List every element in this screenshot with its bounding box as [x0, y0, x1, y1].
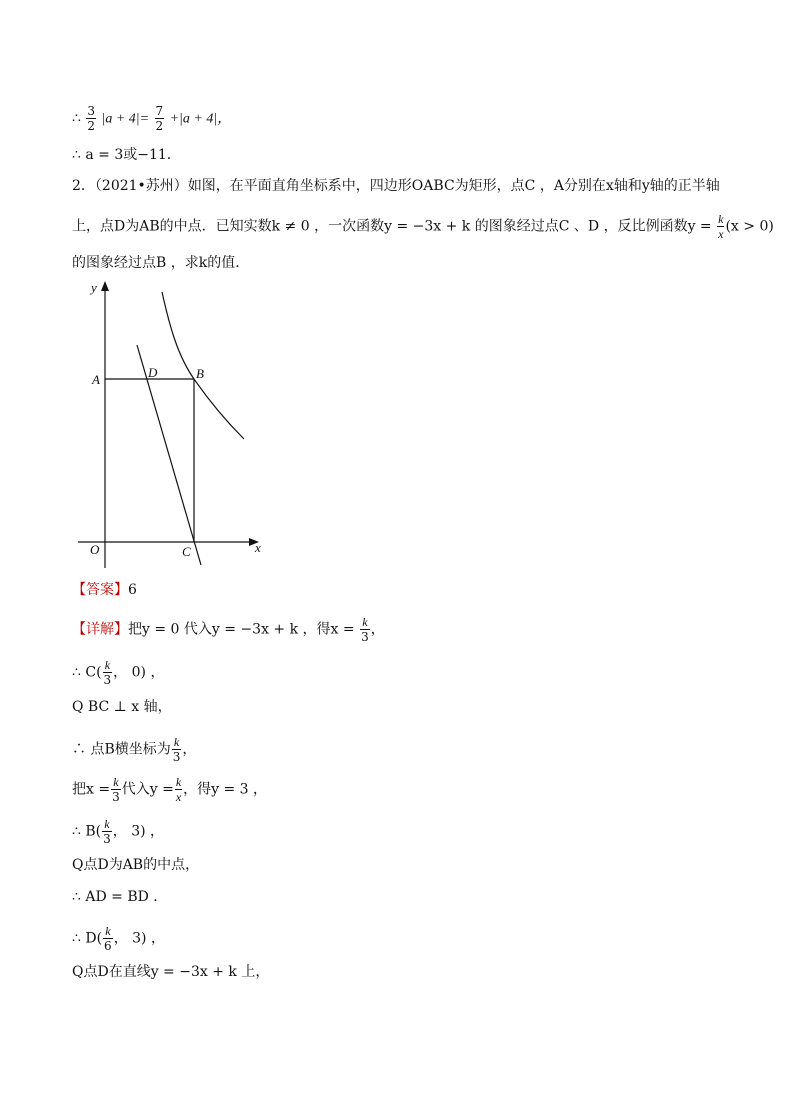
denominator: 3 [103, 832, 111, 846]
numerator: k [362, 615, 368, 629]
label-x: x [255, 540, 261, 555]
solution-text: ∴ C( [72, 664, 102, 681]
solution-text: ，得y = 3 ， [183, 781, 268, 798]
answer-tag: 【答案】 [72, 582, 128, 598]
fraction-k-3 [103, 658, 113, 687]
denominator: 2 [87, 119, 96, 133]
solution-line-2 [72, 658, 164, 687]
fraction-k-3 [360, 615, 370, 644]
problem-text: 的图象经过点B ，求k的值． [72, 255, 250, 271]
label-a: A [92, 372, 100, 387]
solution-tag: 【详解】 [72, 621, 128, 638]
equation-text: |a + 4|= [101, 111, 150, 127]
solution-text: ∴ B( [72, 823, 102, 840]
numerator: k [718, 212, 724, 226]
problem-text: 上，点D为AB的中点．已知实数k ≠ 0 ，一次函数y = −3x + k 的图象经过点C 、D ，反比例函数y = [72, 218, 712, 235]
solution-line-4 [72, 735, 196, 764]
fraction-3-2 [86, 104, 96, 133]
numerator: k [113, 775, 119, 789]
denominator: 3 [361, 630, 369, 644]
solution-text: 把y = 0 代入y = −3x + k ，得x = [128, 621, 355, 638]
linear-function-line [137, 345, 201, 565]
solution-text: ， [182, 741, 197, 758]
problem-number: 2． [72, 178, 95, 194]
problem-line-1 [72, 176, 720, 196]
solution-line-5 [72, 775, 267, 804]
solution-line-10 [72, 962, 269, 982]
problem-line-2 [72, 212, 774, 241]
solution-text: ∴ 点B横坐标为 [72, 741, 171, 758]
solution-text: ∴ AD = BD ． [72, 889, 168, 905]
denominator: 3 [112, 790, 120, 804]
solution-text: ， [370, 621, 385, 638]
fraction-k-3 [111, 775, 121, 804]
therefore-symbol: ∴ [72, 110, 81, 127]
solution-text: 把x = [72, 781, 111, 798]
fraction-k-3 [102, 817, 112, 846]
answer-line [72, 580, 137, 600]
fraction-k-x [175, 775, 182, 804]
problem-source: （2021•苏州） [94, 178, 188, 194]
label-o: O [90, 542, 100, 557]
denominator: 3 [172, 750, 181, 764]
denominator: 6 [104, 939, 112, 953]
solution-line-1 [72, 615, 385, 644]
numerator: k [175, 775, 182, 789]
equation-text: +|a + 4|， [169, 111, 232, 127]
solution-text: Q点D在直线y = −3x + k 上， [72, 964, 270, 980]
numerator: 7 [155, 104, 164, 118]
numerator: k [105, 924, 111, 938]
coordinate-figure [70, 278, 280, 573]
solution-text: ∴ D( [72, 930, 103, 947]
solution-line-7 [72, 855, 199, 875]
fraction-k-3 [172, 735, 182, 764]
solution-line-3 [72, 697, 172, 717]
problem-line-3 [72, 253, 249, 273]
label-y: y [91, 280, 97, 295]
solution-line-9 [72, 924, 165, 953]
solution-text: Q点D为AB的中点， [72, 857, 200, 873]
equation-line-1 [72, 104, 231, 133]
solution-text: ， 3) ， [112, 823, 165, 840]
problem-text: (x > 0) [725, 218, 774, 235]
fraction-7-2 [155, 104, 165, 133]
solution-text: ， 3) ， [113, 930, 165, 947]
fraction-k-x [717, 212, 724, 241]
fraction-k-6 [103, 924, 113, 953]
denominator: 2 [155, 119, 164, 133]
solution-line-8 [72, 887, 167, 907]
solution-text: 代入y = [121, 781, 174, 798]
numerator: k [104, 658, 111, 672]
solution-text: Q BC ⊥ x 轴， [72, 699, 172, 715]
numerator: k [173, 735, 180, 749]
problem-text: 如图，在平面直角坐标系中，四边形OABC为矩形，点C ，A分别在x轴和y轴的正半轴 [187, 178, 720, 194]
denominator: x [718, 227, 724, 241]
y-axis-arrow [101, 281, 109, 291]
denominator: 3 [103, 673, 112, 687]
label-d: D [148, 365, 158, 380]
solution-text: ， 0) ， [113, 664, 165, 681]
label-b: B [196, 366, 204, 381]
numerator: k [104, 817, 110, 831]
numerator: 3 [87, 104, 96, 118]
denominator: x [175, 790, 182, 804]
answer-value: 6 [128, 582, 137, 598]
result-text: ∴ a = 3或−11． [72, 147, 181, 163]
equation-line-2 [72, 145, 181, 165]
solution-line-6 [72, 817, 164, 846]
label-c: C [182, 544, 191, 559]
